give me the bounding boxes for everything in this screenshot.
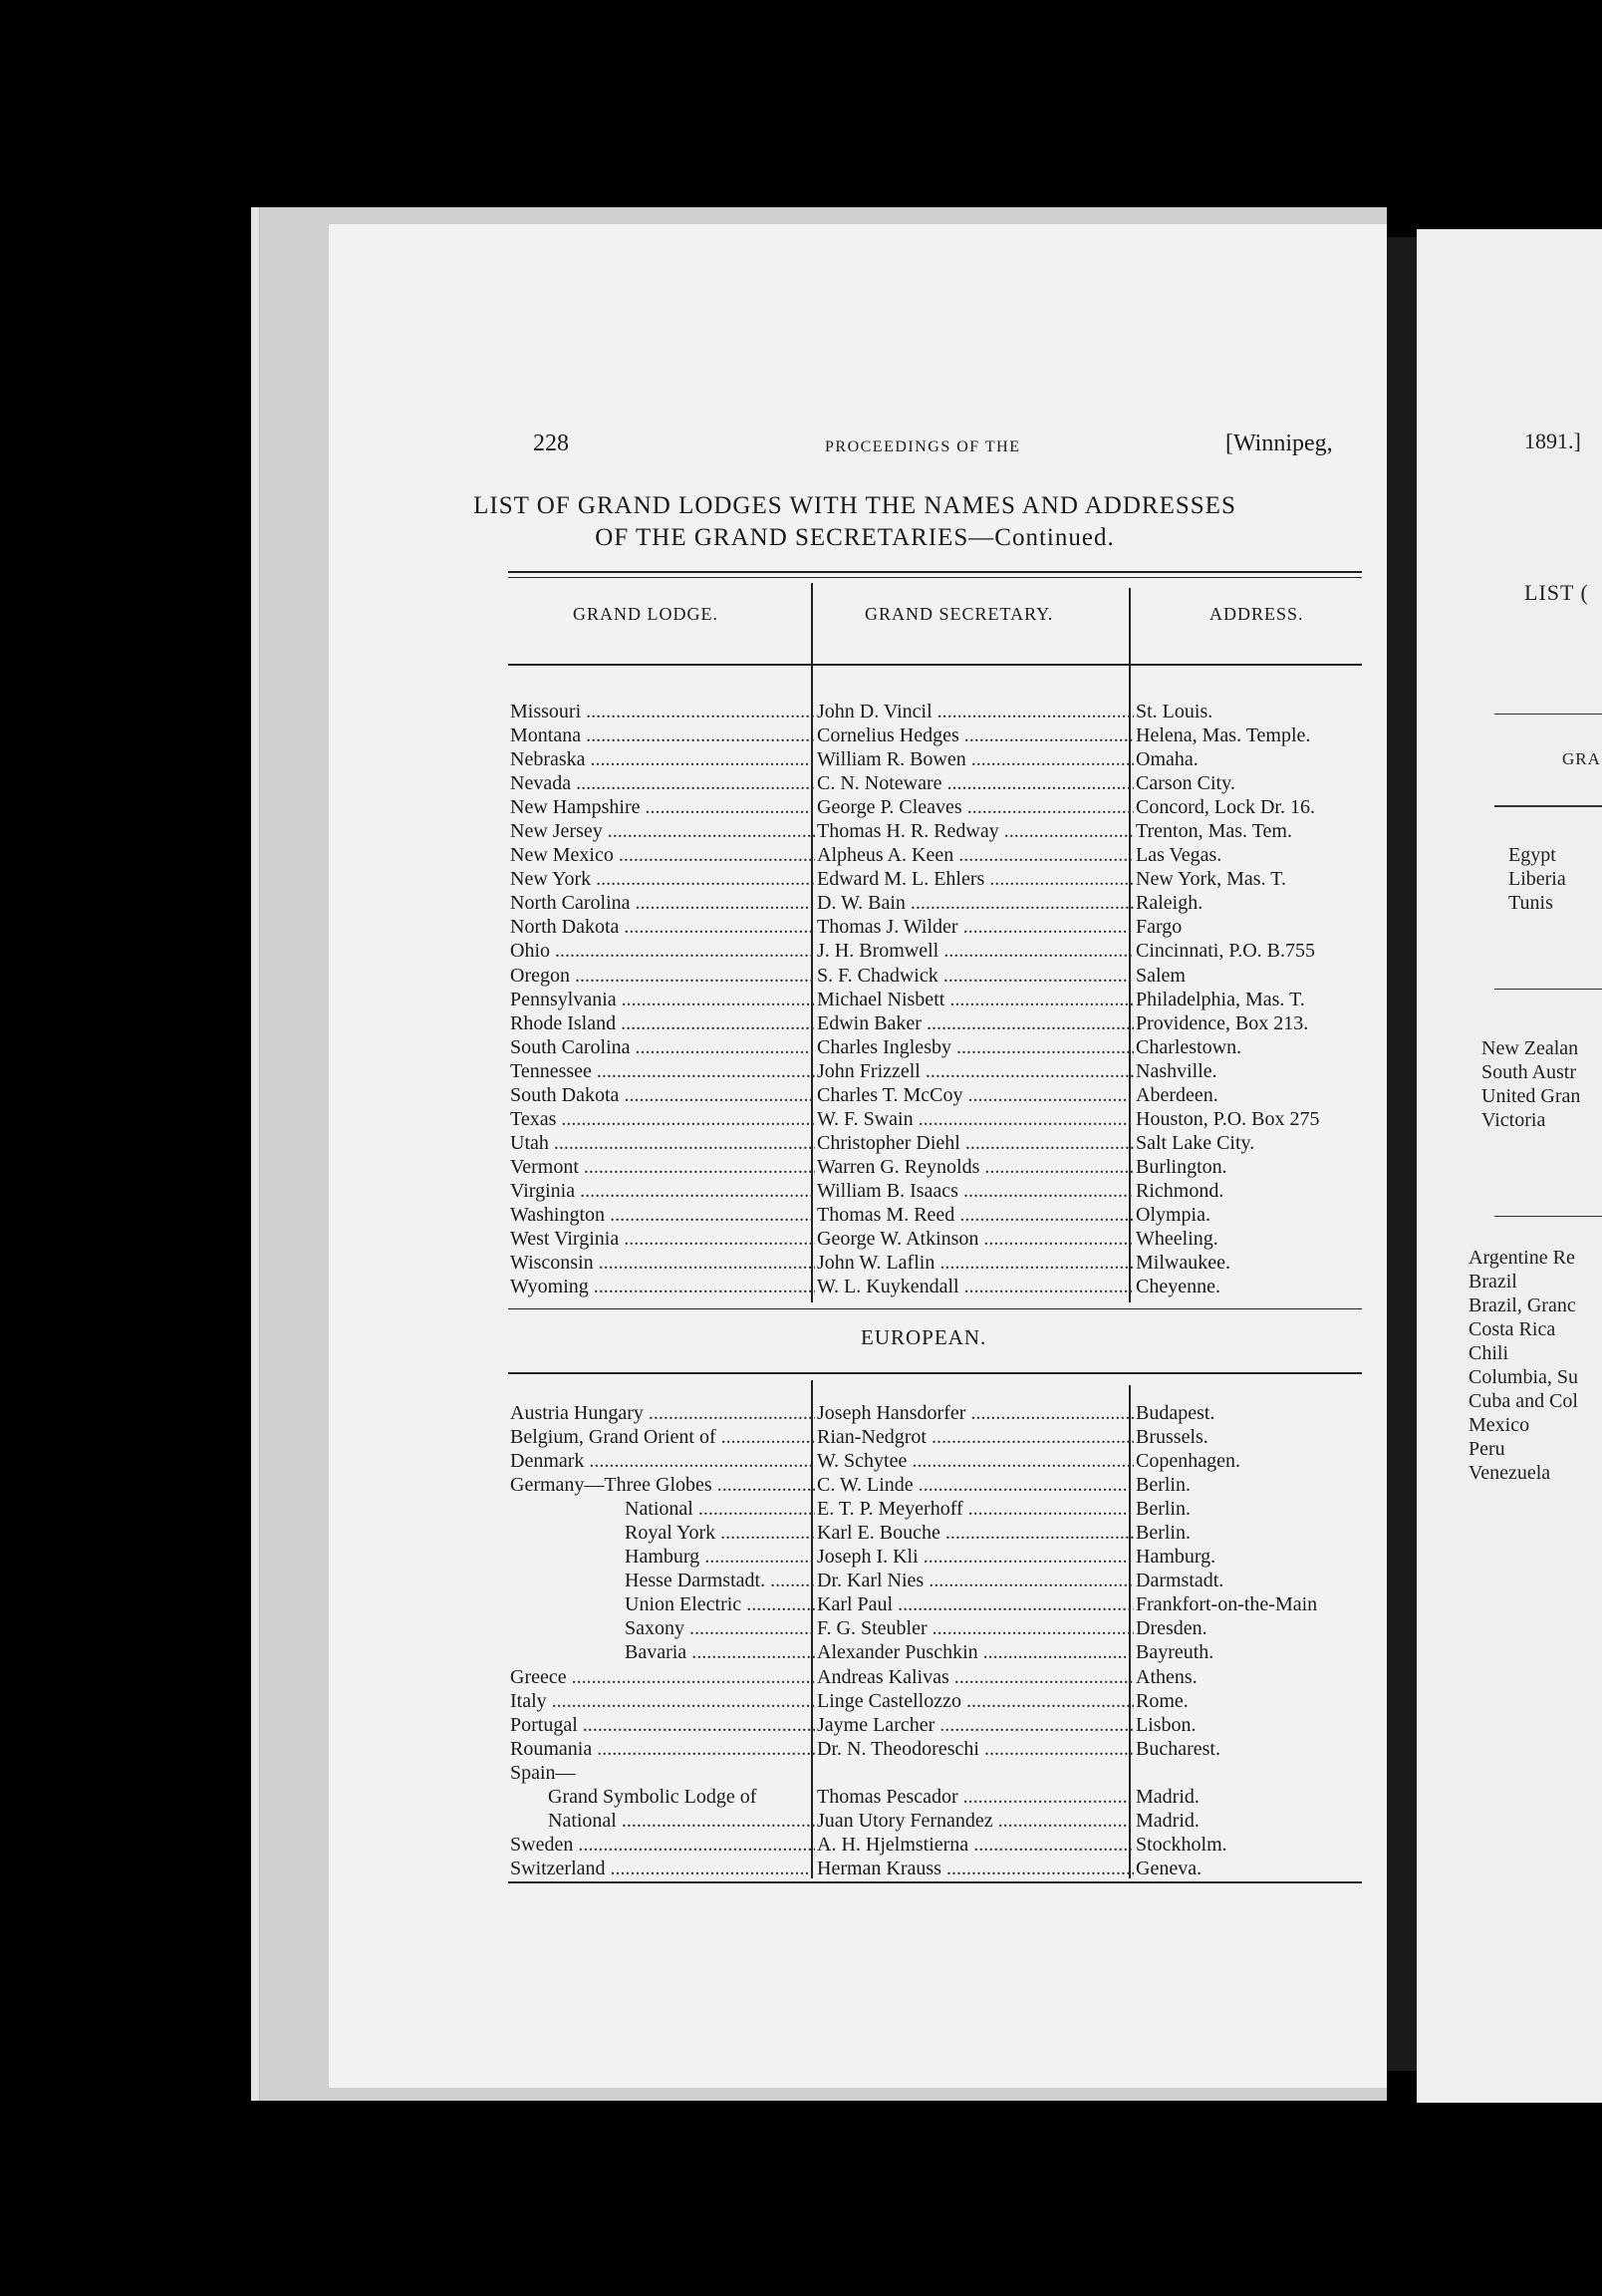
- table-row: [508, 1689, 1375, 1713]
- lodge-address: Copenhagen.: [1136, 1450, 1240, 1473]
- table-row: [508, 915, 1375, 939]
- lodge-address: Providence, Box 213.: [1136, 1011, 1309, 1034]
- running-title: PROCEEDINGS OF THE: [825, 438, 1021, 455]
- lodge-name: Montana .....: [510, 724, 815, 746]
- table-row: [508, 1785, 1375, 1809]
- lodge-address: Geneva.: [1136, 1857, 1202, 1879]
- lodge-name: Hesse Darmstadt. .....: [625, 1570, 815, 1591]
- lodge-address: Brussels.: [1136, 1426, 1208, 1449]
- table-row: [508, 964, 1375, 988]
- lodge-name: Austria Hungary .....: [510, 1402, 815, 1424]
- secretary-name: Linge Castellozzo .....: [817, 1690, 1134, 1712]
- secretary-name: W. F. Swain .....: [817, 1108, 1134, 1130]
- table-row: [508, 1179, 1375, 1203]
- lodge-name: Portugal .....: [510, 1714, 815, 1736]
- lodge-name: Switzerland .....: [510, 1858, 815, 1879]
- lodge-address: Trenton, Mas. Tem.: [1136, 820, 1292, 843]
- page-subtitle: OF THE GRAND SECRETARIES—Continued.: [595, 524, 1115, 551]
- lodge-name: Nevada .....: [510, 772, 815, 794]
- lodge-address: Frankfort-on-the-Main: [1136, 1593, 1318, 1616]
- secretary-name: F. G. Steubler .....: [817, 1617, 1134, 1639]
- lodge-address: Houston, P.O. Box 275: [1136, 1107, 1320, 1130]
- table-row: [508, 1275, 1375, 1298]
- lodge-address: Athens.: [1136, 1665, 1198, 1688]
- table-row: [508, 988, 1375, 1011]
- facing-page-entry: United Gran: [1481, 1085, 1581, 1107]
- lodge-address: Carson City.: [1136, 772, 1235, 795]
- lodge-name: New Hampshire .....: [510, 796, 815, 818]
- table-row: [508, 1083, 1375, 1107]
- secretary-name: Karl Paul .....: [817, 1593, 1134, 1615]
- facing-page-list-australasia: [1481, 1036, 1580, 1132]
- secretary-name: Warren G. Reynolds .....: [817, 1156, 1134, 1178]
- secretary-name: E. T. P. Meyerhoff .....: [817, 1498, 1134, 1520]
- secretary-name: Jayme Larcher .....: [817, 1714, 1134, 1736]
- page-title: LIST OF GRAND LODGES WITH THE NAMES AND ADDRESSES: [473, 492, 1236, 519]
- facing-page-column-header: GRA: [1562, 749, 1601, 768]
- secretary-name: Joseph Hansdorfer .....: [817, 1402, 1134, 1424]
- lodge-address: Berlin.: [1136, 1474, 1191, 1497]
- lodge-name: Virginia .....: [510, 1180, 815, 1202]
- lodge-name: Tennessee .....: [510, 1060, 815, 1082]
- secretary-name: Edwin Baker .....: [817, 1012, 1134, 1034]
- lodge-address: Wheeling.: [1136, 1228, 1218, 1251]
- facing-page-entry: Costa Rica: [1468, 1318, 1556, 1340]
- lodge-name: Utah .....: [510, 1132, 815, 1154]
- table-row: [508, 939, 1375, 963]
- secretary-name: George W. Atkinson .....: [817, 1228, 1134, 1250]
- lodge-address: Philadelphia, Mas. T.: [1136, 988, 1305, 1010]
- secretary-name: D. W. Bain .....: [817, 892, 1134, 914]
- lodge-name: Rhode Island .....: [510, 1012, 815, 1034]
- facing-page-entry: Brazil, Granc: [1468, 1294, 1576, 1316]
- lodge-address: Stockholm.: [1136, 1833, 1227, 1856]
- table-row: [508, 1035, 1375, 1059]
- lodge-name: Vermont .....: [510, 1156, 815, 1178]
- lodge-address: Salem: [1136, 964, 1186, 987]
- secretary-name: Alexander Puschkin .....: [817, 1641, 1134, 1663]
- secretary-name: Charles T. McCoy .....: [817, 1084, 1134, 1106]
- top-double-rule: [508, 571, 1362, 573]
- secretary-name: Joseph I. Kli .....: [817, 1546, 1134, 1568]
- secretary-name: C. N. Noteware .....: [817, 772, 1134, 794]
- lodge-name: New Mexico .....: [510, 844, 815, 866]
- lodge-name: Wyoming .....: [510, 1276, 815, 1297]
- table-row: [508, 1107, 1375, 1131]
- table-row: [508, 1809, 1375, 1833]
- lodge-address: Berlin.: [1136, 1498, 1191, 1521]
- lodge-address: Cheyenne.: [1136, 1276, 1220, 1298]
- table-row: [508, 1569, 1375, 1592]
- secretary-name: Dr. N. Theodoreschi .....: [817, 1738, 1134, 1760]
- secretary-name: Charles Inglesby .....: [817, 1036, 1134, 1058]
- lodge-name: Nebraska .....: [510, 748, 815, 770]
- lodge-name: Pennsylvania .....: [510, 989, 815, 1010]
- table-row: [508, 1665, 1375, 1689]
- lodge-address: Concord, Lock Dr. 16.: [1136, 796, 1315, 819]
- secretary-name: Thomas J. Wilder .....: [817, 916, 1134, 938]
- table-row: [508, 1761, 1375, 1785]
- top-rule-thin: [508, 577, 1362, 578]
- table-row: [508, 1857, 1375, 1880]
- lodge-name: Ohio .....: [510, 940, 815, 962]
- lodge-name: Greece .....: [510, 1666, 815, 1688]
- secretary-name: John Frizzell .....: [817, 1060, 1134, 1082]
- lodge-name: Bavaria .....: [625, 1641, 815, 1663]
- lodge-name: Washington .....: [510, 1204, 815, 1226]
- facing-page-entry: South Austr: [1481, 1061, 1577, 1083]
- table-row: [508, 1401, 1375, 1425]
- lodge-address: Madrid.: [1136, 1785, 1200, 1808]
- secretary-name: Herman Krauss .....: [817, 1858, 1134, 1879]
- facing-page-entry: New Zealan: [1481, 1037, 1579, 1059]
- table-row: [508, 843, 1375, 867]
- secretary-name: C. W. Linde .....: [817, 1474, 1134, 1496]
- table-row: [508, 1521, 1375, 1545]
- lodge-address: St. Louis.: [1136, 701, 1213, 722]
- running-place: [Winnipeg,: [1225, 430, 1333, 456]
- lodge-address: Bucharest.: [1136, 1737, 1220, 1760]
- lodge-address: Darmstadt.: [1136, 1570, 1224, 1592]
- lodge-address: Dresden.: [1136, 1617, 1207, 1640]
- table-row: [508, 867, 1375, 891]
- table-row: [508, 1473, 1375, 1497]
- lodge-name: North Dakota .....: [510, 916, 815, 938]
- secretary-name: A. H. Hjelmstierna .....: [817, 1834, 1134, 1856]
- section-heading-european: EUROPEAN.: [861, 1325, 987, 1349]
- secretary-name: S. F. Chadwick .....: [817, 965, 1134, 987]
- table-row: [508, 795, 1375, 819]
- lodge-name: National .....: [625, 1498, 815, 1520]
- table-row: [508, 1131, 1375, 1155]
- lodge-address: Budapest.: [1136, 1402, 1215, 1424]
- lodge-name: New York .....: [510, 868, 815, 890]
- table-row: [508, 1011, 1375, 1035]
- secretary-name: Alpheus A. Keen .....: [817, 844, 1134, 866]
- table-row: [508, 1425, 1375, 1449]
- secretary-name: Dr. Karl Nies .....: [817, 1570, 1134, 1591]
- table-row: [508, 1203, 1375, 1227]
- table-row: [508, 1059, 1375, 1083]
- lodge-name: Spain—: [510, 1761, 576, 1784]
- bottom-rule: [508, 1881, 1362, 1883]
- lodge-name: West Virginia .....: [510, 1228, 815, 1250]
- secretary-name: Thomas Pescador .....: [817, 1786, 1134, 1808]
- lodge-name: South Carolina .....: [510, 1036, 815, 1058]
- secretary-name: William R. Bowen .....: [817, 748, 1134, 770]
- lodge-address: Berlin.: [1136, 1522, 1191, 1545]
- facing-page-list-americas: [1468, 1246, 1578, 1485]
- facing-page-entry: Mexico: [1468, 1414, 1530, 1436]
- lodge-address: New York, Mas. T.: [1136, 868, 1286, 891]
- facing-page-entry: Egypt: [1508, 844, 1556, 866]
- european-header-rule: [508, 1372, 1362, 1374]
- facing-page-entry: Cuba and Col: [1468, 1390, 1578, 1412]
- lodge-name: Italy .....: [510, 1690, 815, 1712]
- facing-page-entry: Peru: [1468, 1438, 1505, 1460]
- table-row: [508, 891, 1375, 915]
- lodge-name: Saxony .....: [625, 1617, 815, 1639]
- facing-page-entry: Liberia: [1508, 868, 1566, 890]
- lodge-name: National .....: [548, 1810, 815, 1832]
- column-header-lodge: GRAND LODGE.: [573, 604, 718, 624]
- secretary-name: William B. Isaacs .....: [817, 1180, 1134, 1202]
- american-lodge-table: [508, 700, 1375, 1298]
- lodge-address: Fargo: [1136, 916, 1183, 939]
- lodge-address: Lisbon.: [1136, 1713, 1197, 1736]
- secretary-name: Juan Utory Fernandez .....: [817, 1810, 1134, 1832]
- lodge-address: Aberdeen.: [1136, 1083, 1218, 1106]
- header-bottom-rule: [508, 664, 1362, 666]
- lodge-name: Wisconsin .....: [510, 1252, 815, 1274]
- table-row: [508, 1592, 1375, 1616]
- table-row: [508, 1713, 1375, 1737]
- facing-page-entry: Victoria: [1481, 1109, 1546, 1131]
- lodge-name: South Dakota .....: [510, 1084, 815, 1106]
- facing-page-header: 1891.]: [1524, 429, 1581, 453]
- facing-page-entry: Argentine Re: [1468, 1247, 1575, 1269]
- facing-page-entry: Brazil: [1468, 1271, 1517, 1292]
- lodge-address: Bayreuth.: [1136, 1641, 1214, 1664]
- table-row: [508, 1251, 1375, 1275]
- table-row: [508, 723, 1375, 747]
- section-rule: [508, 1308, 1362, 1309]
- table-row: [508, 700, 1375, 723]
- lodge-address: Milwaukee.: [1136, 1252, 1230, 1275]
- column-header-address: ADDRESS.: [1209, 604, 1304, 624]
- secretary-name: Thomas H. R. Redway .....: [817, 820, 1134, 842]
- lodge-name: Grand Symbolic Lodge of: [548, 1785, 757, 1808]
- lodge-address: Omaha.: [1136, 748, 1199, 771]
- facing-page-list-africa: [1508, 843, 1566, 915]
- lodge-address: Hamburg.: [1136, 1546, 1216, 1569]
- secretary-name: Michael Nisbett .....: [817, 989, 1134, 1010]
- lodge-name: Union Electric .....: [625, 1593, 815, 1615]
- lodge-name: Texas .....: [510, 1108, 815, 1130]
- lodge-address: Cincinnati, P.O. B.755: [1136, 940, 1316, 963]
- lodge-address: Charlestown.: [1136, 1035, 1242, 1058]
- lodge-name: Hamburg .....: [625, 1546, 815, 1568]
- secretary-name: W. Schytee .....: [817, 1450, 1134, 1472]
- lodge-address: Helena, Mas. Temple.: [1136, 724, 1311, 747]
- table-row: [508, 1616, 1375, 1640]
- table-row: [508, 1640, 1375, 1664]
- lodge-address: Rome.: [1136, 1689, 1189, 1712]
- secretary-name: Karl E. Bouche .....: [817, 1522, 1134, 1544]
- facing-page-entry: Columbia, Su: [1468, 1366, 1579, 1388]
- lodge-name: Royal York .....: [625, 1522, 815, 1544]
- lodge-name: Missouri .....: [510, 701, 815, 722]
- secretary-name: George P. Cleaves .....: [817, 796, 1134, 818]
- table-row: [508, 1449, 1375, 1473]
- secretary-name: Edward M. L. Ehlers .....: [817, 868, 1134, 890]
- lodge-address: Las Vegas.: [1136, 844, 1222, 867]
- lodge-address: Richmond.: [1136, 1179, 1224, 1202]
- lodge-name: North Carolina .....: [510, 892, 815, 914]
- lodge-address: Olympia.: [1136, 1203, 1210, 1226]
- page-number: 228: [533, 430, 569, 456]
- facing-page-entry: Chili: [1468, 1342, 1509, 1364]
- lodge-name: Belgium, Grand Orient of .....: [510, 1426, 815, 1448]
- secretary-name: John W. Laflin .....: [817, 1252, 1134, 1274]
- lodge-name: Germany—Three Globes .....: [510, 1474, 815, 1496]
- lodge-address: Madrid.: [1136, 1809, 1200, 1832]
- secretary-name: Rian-Nedgrot .....: [817, 1426, 1134, 1448]
- table-row: [508, 1833, 1375, 1857]
- secretary-name: J. H. Bromwell .....: [817, 940, 1134, 962]
- table-row: [508, 1155, 1375, 1179]
- secretary-name: Andreas Kalivas .....: [817, 1666, 1134, 1688]
- secretary-name: Cornelius Hedges .....: [817, 724, 1134, 746]
- column-header-secretary: GRAND SECRETARY.: [865, 604, 1054, 624]
- lodge-address: Nashville.: [1136, 1059, 1217, 1082]
- secretary-name: Thomas M. Reed .....: [817, 1204, 1134, 1226]
- table-row: [508, 1497, 1375, 1521]
- facing-page: [1417, 229, 1602, 2103]
- lodge-name: Denmark .....: [510, 1450, 815, 1472]
- table-row: [508, 1737, 1375, 1761]
- lodge-address: Raleigh.: [1136, 892, 1203, 915]
- table-row: [508, 1227, 1375, 1251]
- lodge-name: New Jersey .....: [510, 820, 815, 842]
- secretary-name: John D. Vincil .....: [817, 701, 1134, 722]
- secretary-name: Christopher Diehl .....: [817, 1132, 1134, 1154]
- table-row: [508, 1545, 1375, 1569]
- facing-page-entry: Tunis: [1508, 892, 1553, 914]
- table-row: [508, 747, 1375, 771]
- secretary-name: W. L. Kuykendall .....: [817, 1276, 1134, 1297]
- lodge-name: Roumania .....: [510, 1738, 815, 1760]
- facing-page-entry: Venezuela: [1468, 1462, 1551, 1484]
- facing-page-title: LIST (: [1524, 580, 1589, 605]
- lodge-address: Burlington.: [1136, 1155, 1227, 1178]
- lodge-name: Sweden .....: [510, 1834, 815, 1856]
- lodge-address: Salt Lake City.: [1136, 1131, 1255, 1154]
- european-lodge-table: [508, 1401, 1375, 1880]
- lodge-name: Oregon .....: [510, 965, 815, 987]
- table-row: [508, 771, 1375, 795]
- table-row: [508, 819, 1375, 843]
